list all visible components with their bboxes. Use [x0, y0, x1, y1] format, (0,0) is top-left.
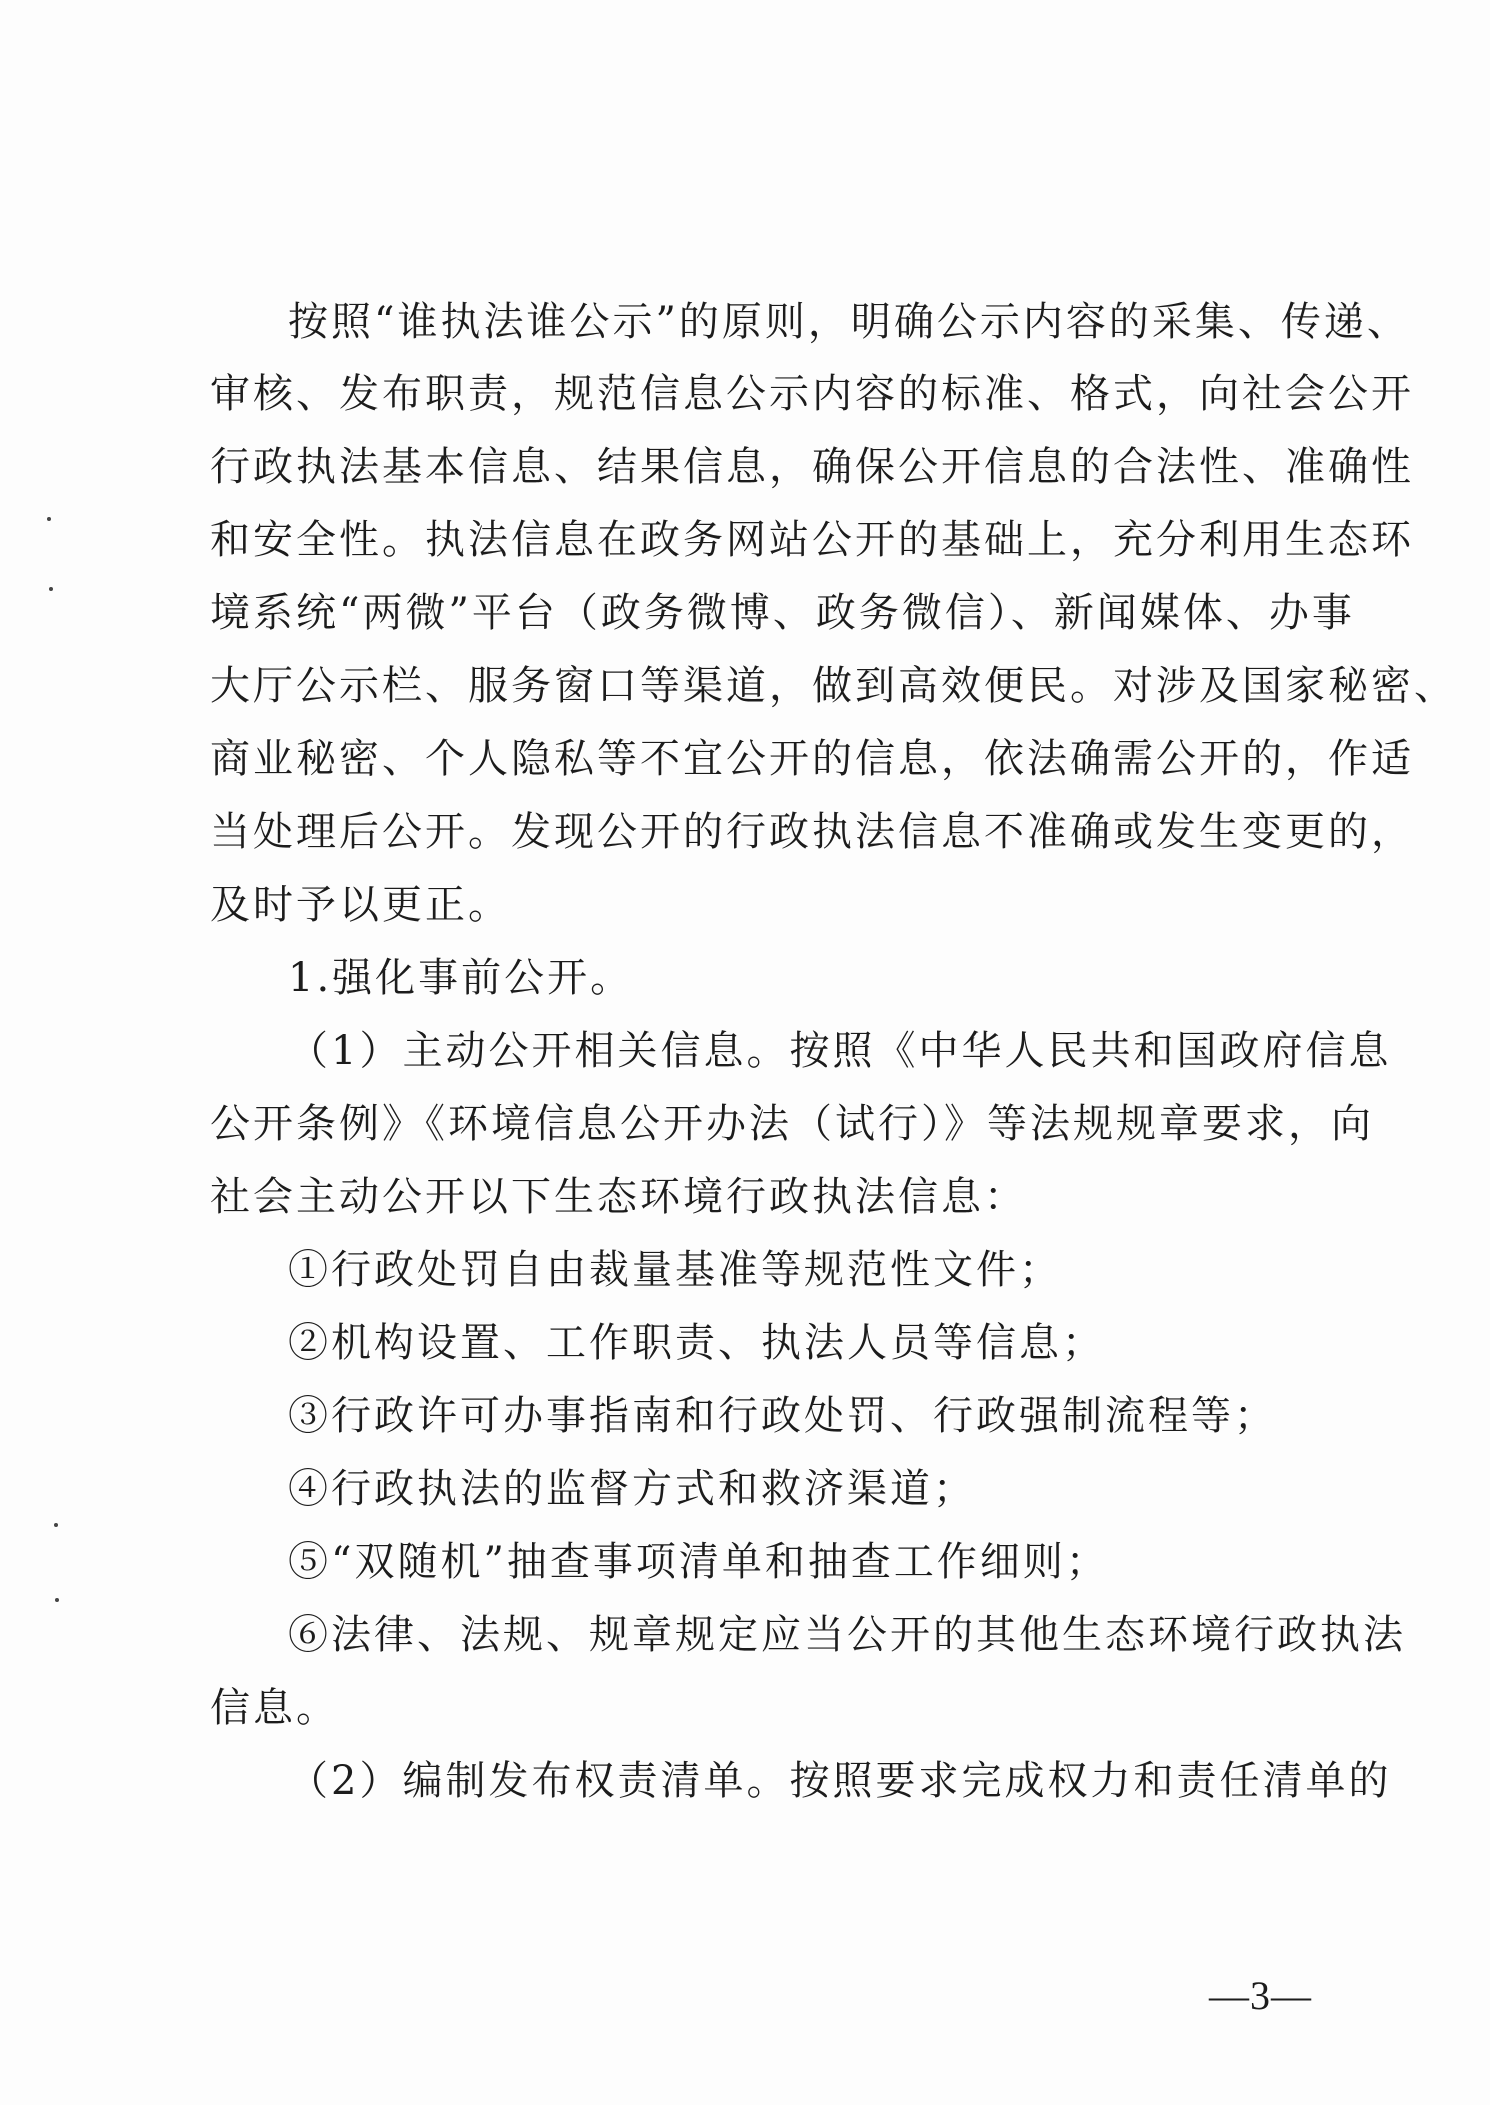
paragraph-line: 及时予以更正。	[210, 882, 511, 928]
list-item: ④行政执法的监督方式和救济渠道；	[288, 1466, 976, 1512]
paragraph-line: 社会主动公开以下生态环境行政执法信息：	[210, 1174, 1027, 1220]
list-item: ①行政处罚自由裁量基准等规范性文件；	[288, 1247, 1062, 1293]
paragraph-line: 公开条例》《环境信息公开办法（试行）》等法规规章要求，向	[210, 1101, 1374, 1147]
paragraph-line: 商业秘密、个人隐私等不宜公开的信息，依法确需公开的，作适	[210, 736, 1414, 782]
paragraph-line: 信息。	[210, 1685, 339, 1731]
paragraph-line: 当处理后公开。发现公开的行政执法信息不准确或发生变更的，	[210, 809, 1414, 855]
paragraph-line: 大厅公示栏、服务窗口等渠道，做到高效便民。对涉及国家秘密、	[210, 663, 1457, 709]
scan-speck	[49, 587, 53, 591]
list-item: ⑥法律、法规、规章规定应当公开的其他生态环境行政执法	[288, 1612, 1406, 1658]
list-item: ⑤“双随机”抽查事项清单和抽查工作细则；	[288, 1539, 1109, 1585]
paragraph-line: （1）主动公开相关信息。按照《中华人民共和国政府信息	[288, 1028, 1392, 1074]
paragraph-line: 按照“谁执法谁公示”的原则，明确公示内容的采集、传递、	[288, 299, 1410, 345]
scan-speck	[47, 517, 51, 521]
scan-speck	[55, 1598, 59, 1602]
paragraph-line: 行政执法基本信息、结果信息，确保公开信息的合法性、准确性	[210, 444, 1414, 490]
paragraph-line: （2）编制发布权责清单。按照要求完成权力和责任清单的	[288, 1758, 1392, 1804]
paragraph-line: 审核、发布职责，规范信息公示内容的标准、格式，向社会公开	[210, 371, 1414, 417]
page-number: —3—	[1209, 1973, 1312, 2018]
scan-speck	[54, 1523, 58, 1527]
list-item: ③行政许可办事指南和行政处罚、行政强制流程等；	[288, 1393, 1277, 1439]
list-item: ②机构设置、工作职责、执法人员等信息；	[288, 1320, 1105, 1366]
paragraph-line: 境系统“两微”平台（政务微博、政务微信）、新闻媒体、办事	[210, 590, 1355, 636]
paragraph-line: 和安全性。执法信息在政务网站公开的基础上，充分利用生态环	[210, 517, 1414, 563]
section-heading: 1.强化事前公开。	[288, 955, 634, 1001]
